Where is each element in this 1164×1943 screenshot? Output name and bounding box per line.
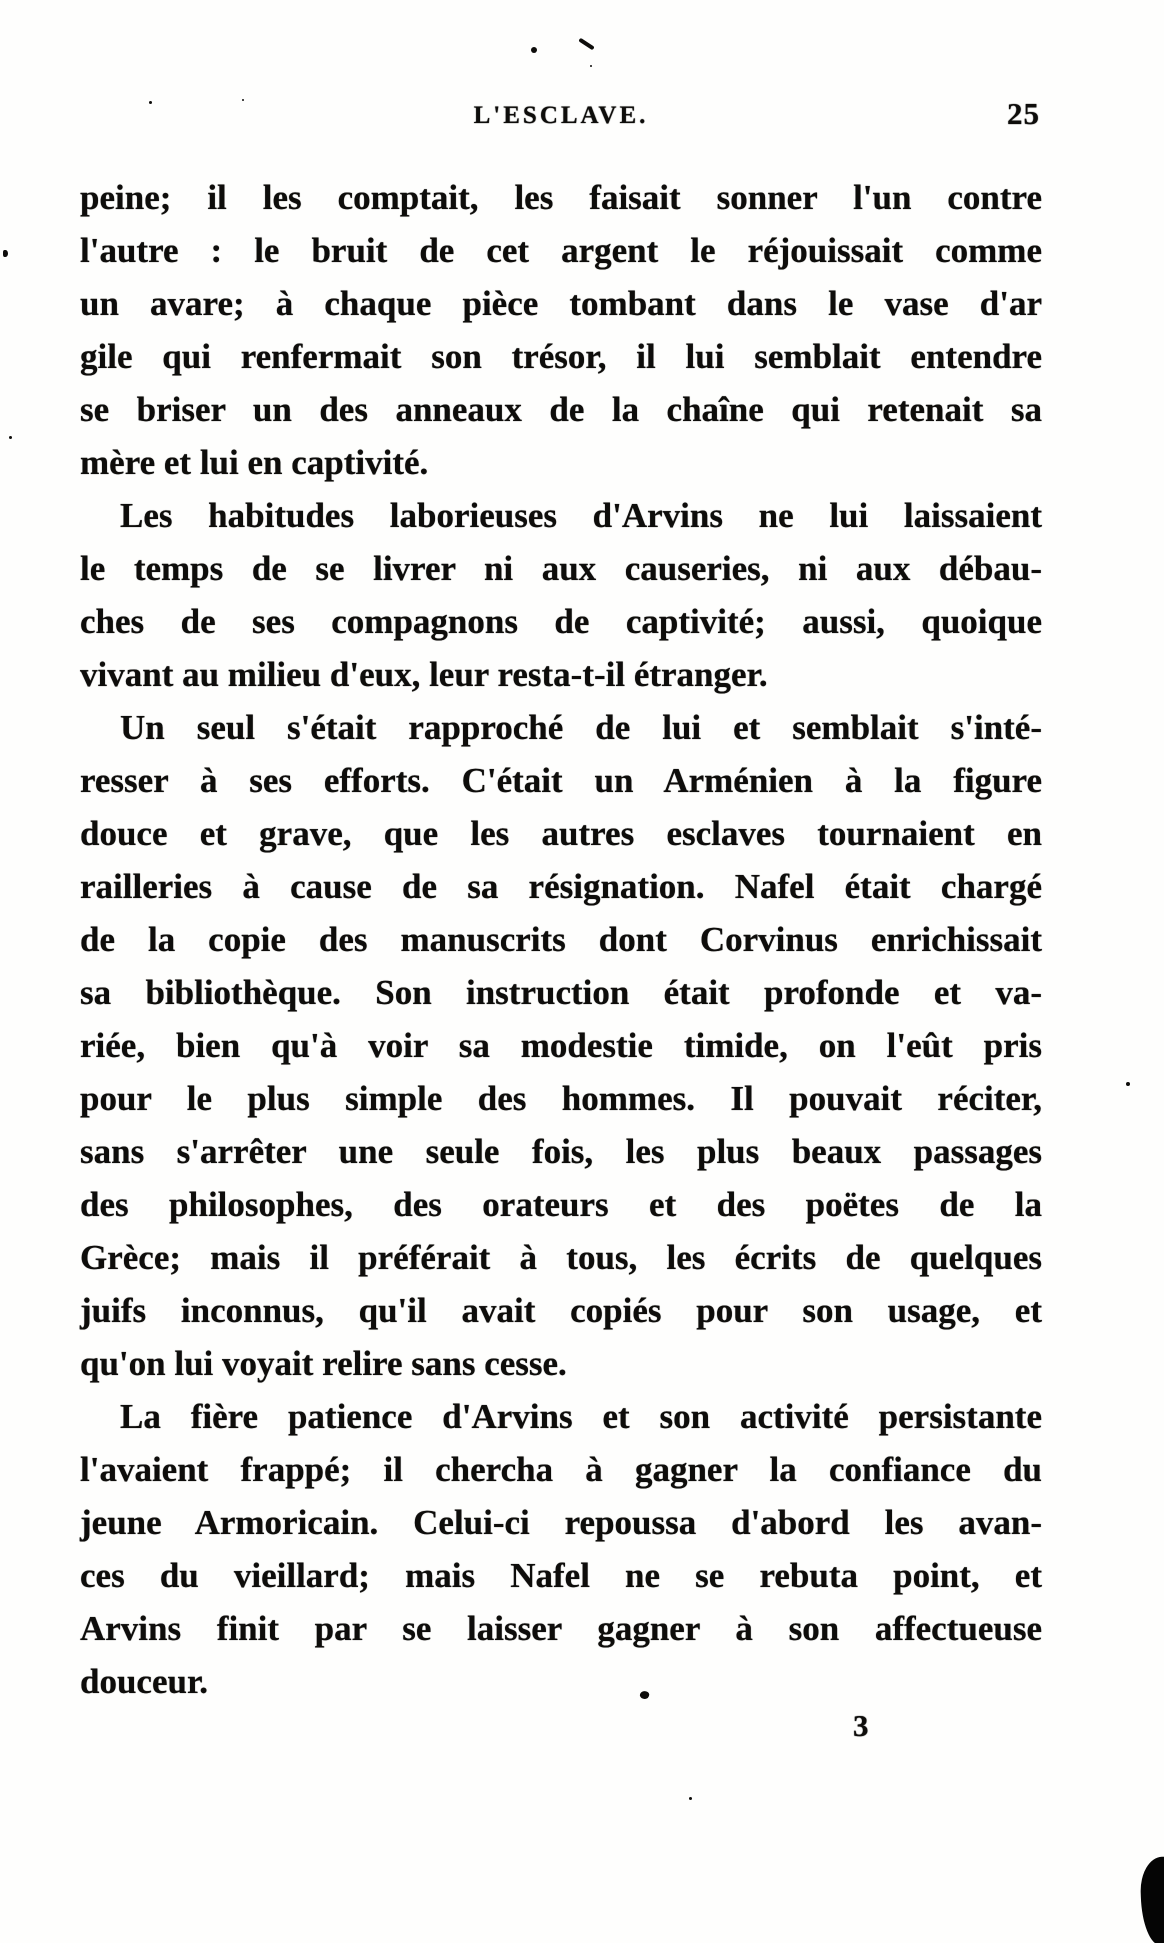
text-line: Grèce; mais il préférait à tous, les écrits de quelques [80,1238,1042,1277]
signature-mark: 3 [853,1708,869,1743]
text-line: juifs inconnus, qu'il avait copiés pour son usage, et [80,1291,1042,1330]
ink-speck [149,101,152,104]
text-line: La fière patience d'Arvins et son activité persistante [120,1397,1042,1436]
ink-speck [578,38,594,51]
text-line: railleries à cause de sa résignation. Nafel était chargé [80,867,1042,906]
text-line: douceur. [80,1662,209,1701]
text-line: resser à ses efforts. C'était un Arménien à la figure [80,761,1042,800]
ink-speck [531,47,537,53]
text-block [80,171,1042,1708]
text-line: se briser un des anneaux de la chaîne qui retenait sa [80,390,1042,429]
text-line: mère et lui en captivité. [80,443,429,482]
text-line: l'avaient frappé; il chercha à gagner la confiance du [80,1450,1042,1489]
text-line: vivant au milieu d'eux, leur resta-t-il étranger. [80,655,768,694]
text-line: gile qui renfermait son trésor, il lui semblait entendre [80,337,1042,376]
text-line: riée, bien qu'à voir sa modestie timide, on l'eût pris [80,1026,1042,1065]
text-line: pour le plus simple des hommes. Il pouvait réciter, [80,1079,1042,1118]
text-line: peine; il les comptait, les faisait sonner l'un contre [80,178,1042,217]
ink-blob [1139,1856,1164,1943]
text-line: douce et grave, que les autres esclaves tournaient en [80,814,1042,853]
page-header [80,96,1042,146]
ink-speck [689,1797,692,1800]
text-line: Un seul s'était rapproché de lui et semblait s'inté- [120,708,1042,747]
text-line: Les habitudes laborieuses d'Arvins ne lui laissaient [120,496,1042,535]
text-line: qu'on lui voyait relire sans cesse. [80,1344,567,1383]
ink-speck [242,99,244,101]
text-line: sa bibliothèque. Son instruction était profonde et va- [80,973,1042,1012]
ink-speck [9,436,12,439]
text-line: le temps de se livrer ni aux causeries, ni aux débau- [80,549,1042,588]
page-number: 25 [1007,96,1040,131]
text-line: jeune Armoricain. Celui-ci repoussa d'abord les avan- [80,1503,1042,1542]
ink-speck [590,65,592,67]
text-line: sans s'arrêter une seule fois, les plus beaux passages [80,1132,1042,1171]
ink-speck [3,250,8,257]
ink-speck [1126,1082,1130,1086]
running-title: L'ESCLAVE. [473,102,649,129]
text-line: l'autre : le bruit de cet argent le réjouissait comme [80,231,1042,270]
text-line: des philosophes, des orateurs et des poëtes de la [80,1185,1042,1224]
text-line: un avare; à chaque pièce tombant dans le vase d'ar [80,284,1042,323]
text-line: de la copie des manuscrits dont Corvinus enrichissait [80,920,1042,959]
text-line: ces du vieillard; mais Nafel ne se rebuta point, et [80,1556,1042,1595]
text-line: ches de ses compagnons de captivité; aussi, quoique [80,602,1042,641]
text-line: Arvins finit par se laisser gagner à son affectueuse [80,1609,1042,1648]
